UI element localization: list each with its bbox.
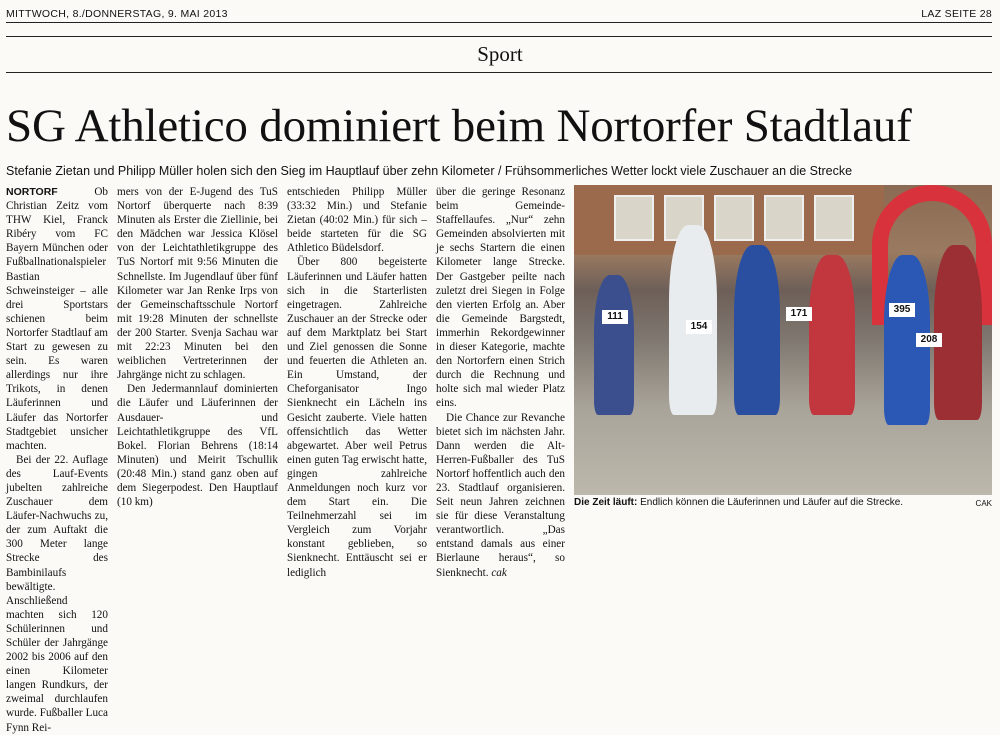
building [574,185,884,255]
paragraph: entschieden Philipp Müller (33:32 Min.) und Stefanie Zietan (40:02 Min.) für sich – beide starteten für die SG Athletico Büdelsdorf. [287,186,427,255]
page-number: LAZ SEITE 28 [921,8,992,20]
headline: SG Athletico dominiert beim Nortorfer Stadtlauf [6,100,912,152]
section-title: Sport [477,42,523,66]
article-column-4 [436,185,565,579]
issue-date: MITTWOCH, 8./DONNERSTAG, 9. MAI 2013 [6,8,228,20]
bib-number: 395 [889,303,915,317]
paragraph: Bei der 22. Auflage des Lauf-Events jubelten zahlreiche Zuschauer dem Läufer-Nachwuchs zu, der zum Auftakt die 300 Meter lange Strecke des Bambinilaufs bewältigte. Anschließend machten sich 120 Schülerinnen und Schüler der Jahrgänge 2002 bis 2006 auf den einen Kilometer langen Rundkurs, der zweimal durchlaufen wurde. Fußballer Luca Fynn Rei- [6,453,108,734]
article-column-3 [287,185,427,579]
paragraph: Den Jedermannlauf dominierten die Läufer und Läuferinnen der Ausdauer- und Leichtathletikgruppe des VfL Bokel. Florian Behrens (18:14 Minuten) und Meirit Tschullik (20:48 Min.) stand ganz oben auf dem Siegerpodest. Den Hauptlauf (10 km) [117,383,278,509]
header-rule [6,22,992,23]
bib-number: 154 [686,320,712,334]
article-column-1 [6,185,108,734]
author-initials: cak [491,566,507,579]
paragraph: Die Chance zur Revanche bietet sich im nächsten Jahr. Dann werden die Alt-Herren-Fußballer des TuS Nortorf hoffentlich auch den 23. Stadtlauf organisieren. Seit neun Jahren zeichnen sie für diese Veranstaltung verantwortlich. „Das entstand damals aus einer Bierlaune heraus“, so Sienknecht. cak [436,411,565,579]
paragraph: über die geringe Resonanz beim Gemeinde-Staffellaufes. „Nur“ zehn Gemeinden absolvierten mit je sechs Startern die einen Kilometer lange Strecke. Der Gastgeber peilte nach zuletzt drei Siegen in Folge den vierten Erfolg an. Aber die Gemeinde Bargstedt, immerhin Rekordgewinner in dieser Kategorie, machte den Nortorfern einen Strich durch die Rechnung und holte sich mal wieder Platz eins. [436,186,565,410]
article-column-2 [117,185,278,515]
dateline: NORTORF [6,186,58,198]
photo-credit: CAK [975,499,992,508]
page-header [6,6,992,22]
photo-caption: Die Zeit läuft: Endlich können die Läuferinnen und Läufer auf die Strecke. [574,497,904,508]
bib-number: 111 [602,310,628,324]
bib-number: 208 [916,333,942,347]
bib-number: 171 [786,307,812,321]
paragraph: Über 800 begeisterte Läuferinnen und Läufer hatten sich in die Starterlisten eingetragen. Zahlreiche Zuschauer an der Strecke oder auf dem Marktplatz bei Start und Ziel genossen die Sonne und feuerten die Athleten an. Ein Umstand, der Cheforganisator Ingo Sienknecht ein Lächeln ins Gesicht zauberte. Viele hatten offensichtlich das Wetter abgewartet. Aber weil Petrus einen guten Tag erwischt hatte, gingen zahlreiche Anmeldungen noch kurz vor dem Start ein. Die Teilnehmerzahl sei im Vergleich zum Vorjahr konstant geblieben, so Sienknecht. Enttäuscht sei er lediglich [287,256,427,579]
subheadline: Stefanie Zietan und Philipp Müller holen sich den Sieg im Hauptlauf über zehn Kilometer / Frühsommerliches Wetter lockt viele Zuschauer an die Strecke [6,164,853,178]
race-start-photo [574,185,992,495]
section-rule-top [6,36,992,37]
section-rule-bottom [6,72,992,73]
paragraph: NORTORF Ob Christian Zeitz vom THW Kiel, Franck Ribéry vom FC Bayern München oder Fußballnationalspieler Bastian Schweinsteiger – alle drei Sportstars schienen beim Nortorfer Stadtlauf am Start zu gewesen zu sein. Es waren allerdings nur ihre Trikots, in denen Läuferinnen und Läufer das Nortorfer Stadtgebiet unsicher machten. [6,186,108,452]
paragraph: mers von der E-Jugend des TuS Nortorf überquerte nach 8:39 Minuten als Erster die Ziellinie, bei den Mädchen war Jessica Klösel von der Leichtathletikgruppe des TuS Nortorf mit 9:56 Minuten die Schnellste. Im Jugendlauf über fünf Kilometer war Jan Renke Irps von der Gemeinschaftsschule Nortorf mit 19:28 Minuten der schnellste der 200 Starter. Svenja Sachau war mit 22:23 Minuten bei den weiblichen Vertreterinnen der Jahrgänge nicht zu schlagen. [117,186,278,382]
